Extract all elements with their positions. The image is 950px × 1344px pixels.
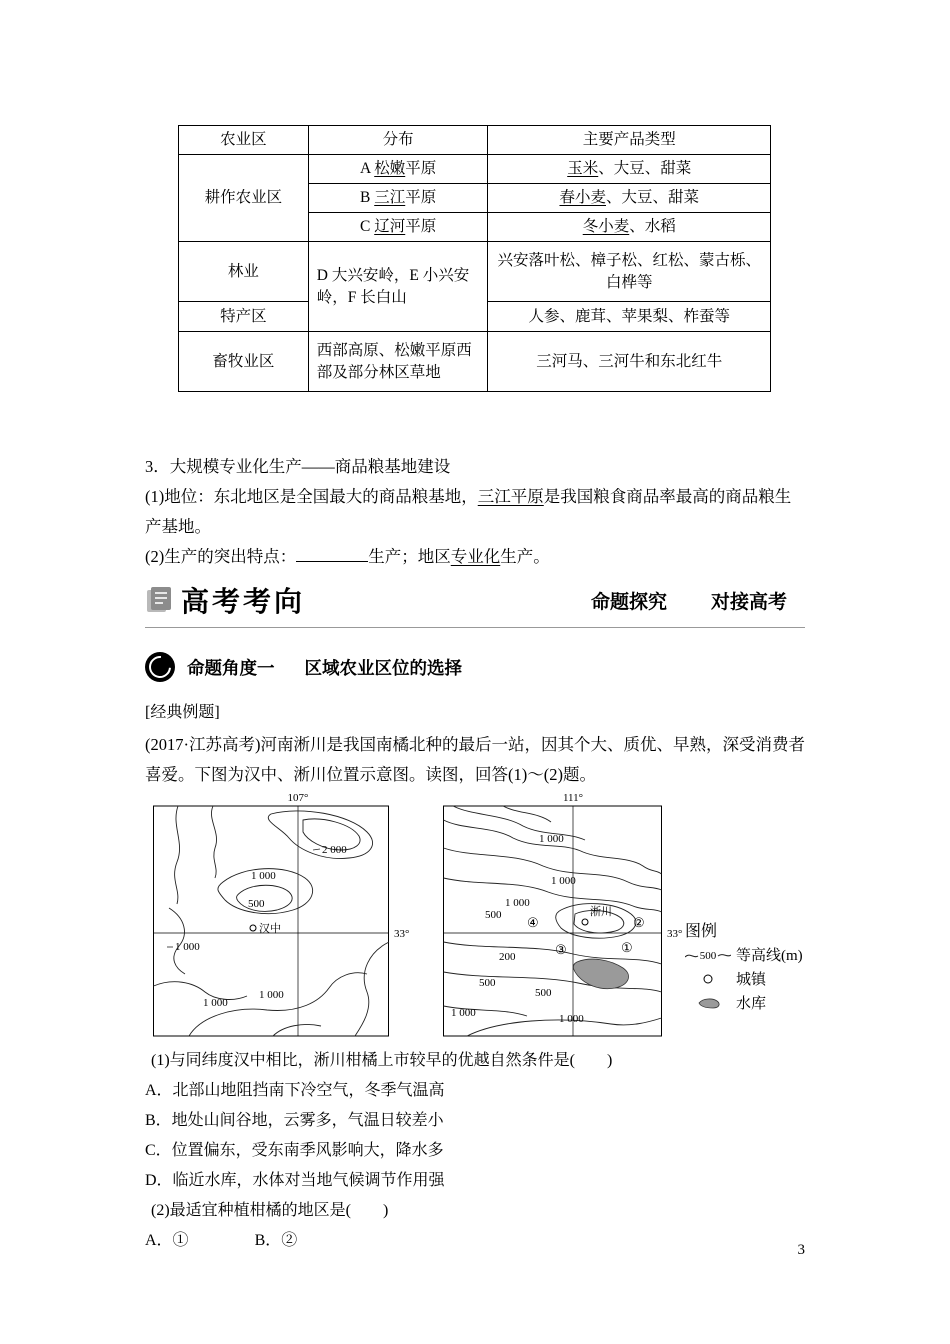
section-3: [145, 452, 805, 572]
cell-dist-forestry: D 大兴安岭，E 小兴安岭，F 长白山: [308, 242, 488, 332]
question-1: [145, 1046, 805, 1196]
latitude-label: 33°: [394, 928, 410, 940]
table-wrap: [178, 125, 805, 392]
elevation-label: 500: [248, 898, 265, 910]
xichuan-town-marker: [582, 919, 588, 925]
xichuan-label: 淅川: [590, 906, 612, 918]
p1-pre: (1)地位：东北地区是全国最大的商品粮基地，: [145, 487, 478, 506]
section-3-heading: 3．大规模专业化生产——商品粮基地建设: [145, 457, 451, 476]
elevation-label: 1 000: [251, 870, 276, 882]
question-2-stem: (2)最适宜种植柑橘的地区是( ): [151, 1202, 389, 1219]
cell-dist-husbandry: 西部高原、松嫩平原西部及部分林区草地: [308, 332, 488, 392]
leader-line: [313, 849, 320, 850]
prod-rest: 、大豆、甜菜: [598, 160, 692, 177]
p2-mid: 生产；地区: [368, 547, 451, 566]
legend-reservoir-label: 水库: [736, 996, 767, 1012]
table-row-husbandry: [179, 332, 771, 392]
dist-prefix: A: [360, 160, 375, 177]
longitude-label: 107°: [287, 792, 309, 804]
table-row-farming-1: [179, 155, 771, 184]
p2-post: 生产。: [500, 547, 550, 566]
question-1-option-b: B．地处山间谷地，云雾多，气温日较差小: [145, 1112, 444, 1129]
cell-zone-husbandry: 畜牧业区: [179, 332, 309, 392]
question-1-option-d: D．临近水库，水体对当地气候调节作用强: [145, 1172, 445, 1189]
exam-section-title: 高考考向: [181, 586, 306, 617]
hanzhong-label: 汉中: [259, 923, 281, 935]
cell-dist-songnen: [308, 155, 488, 184]
cell-prod-husbandry: 三河马、三河牛和东北红牛: [488, 332, 771, 392]
region-3-marker: ③: [555, 942, 567, 957]
example-intro: (2017·江苏高考)河南淅川是我国南橘北种的最后一站，因其个大、质优、早熟，深受消费者喜爱。下图为汉中、淅川位置示意图。读图，回答(1)～(2)题。: [145, 735, 805, 784]
cell-zone-farming: 耕作农业区: [179, 155, 309, 242]
legend-item-town: [685, 968, 803, 989]
region-4-marker: ④: [527, 915, 539, 930]
reservoir-symbol: [685, 995, 731, 1011]
question-2-option-b: B．②: [254, 1232, 298, 1249]
p1-post: 是我国粮食商品率最高的商品粮生产基地。: [145, 487, 792, 536]
map-legend: [685, 918, 803, 1016]
longitude-label: 111°: [562, 792, 584, 804]
classic-example-tag: [经典例题]: [145, 704, 220, 721]
page-number: 3: [797, 1242, 805, 1258]
region-1-marker: ①: [621, 940, 633, 955]
legend-item-contour: [685, 944, 803, 965]
elevation-label: 1 000: [539, 833, 564, 845]
legend-item-reservoir: [685, 992, 803, 1013]
elevation-label: 500: [479, 977, 496, 989]
contour-line-symbol: [685, 948, 731, 962]
elevation-label: 1 000: [451, 1007, 476, 1019]
cell-prod-songnen: [488, 155, 771, 184]
town-symbol: [685, 972, 731, 986]
section-3-paragraph-1: [145, 482, 805, 542]
cell-zone-forestry: 林业: [179, 242, 309, 302]
elevation-label: 200: [499, 951, 516, 963]
cell-dist-liaohe: [308, 213, 488, 242]
angle-number: 命题角度一: [187, 657, 275, 678]
xichuan-contour-map: [443, 790, 693, 1042]
exam-section-subtitles: [591, 587, 787, 614]
agriculture-table: [178, 125, 771, 392]
legend-town-label: 城镇: [736, 972, 767, 988]
reservoir-area: [573, 959, 628, 989]
hanzhong-contour-map: [153, 790, 415, 1042]
header-distribution: 分布: [308, 126, 488, 155]
cell-prod-liaohe: [488, 213, 771, 242]
dist-prefix: C: [360, 218, 375, 235]
cell-prod-forestry: 兴安落叶松、樟子松、红松、蒙古栎、白桦等: [488, 242, 771, 302]
elevation-label: 2 000: [322, 844, 347, 856]
elevation-label: 500: [535, 987, 552, 999]
legend-contour-value: 500: [699, 949, 717, 962]
exam-section-icon: [145, 586, 173, 614]
cell-prod-sanjiang: [488, 184, 771, 213]
map-border: [154, 806, 389, 1036]
dist-rest: 平原: [405, 218, 437, 235]
elevation-label: 1 000: [551, 875, 576, 887]
section-3-paragraph-2: [145, 542, 805, 572]
header-products: 主要产品类型: [488, 126, 771, 155]
prod-underlined: 春小麦: [559, 189, 606, 206]
elevation-label: 500: [485, 909, 502, 921]
table-header-row: [179, 126, 771, 155]
cell-zone-special: 特产区: [179, 302, 309, 332]
prod-rest: 、水稻: [629, 218, 676, 235]
dist-underlined: 三江: [374, 189, 406, 206]
elevation-label: 1 000: [175, 941, 200, 953]
subtitle-duijie-gaokao: 对接高考: [710, 591, 787, 613]
header-zone: 农业区: [179, 126, 309, 155]
dist-rest: 平原: [405, 160, 437, 177]
angle-row: [145, 652, 805, 682]
maps-row: [145, 790, 805, 1046]
dist-underlined: 松嫩: [374, 160, 406, 177]
contour-lines: [154, 806, 390, 1036]
answer-blank: [296, 548, 368, 562]
question-1-stem: (1)与同纬度汉中相比，淅川柑橘上市较早的优越自然条件是( ): [151, 1052, 613, 1069]
question-2: [145, 1196, 805, 1256]
dist-prefix: B: [360, 189, 375, 206]
question-1-option-c: C．位置偏东，受东南季风影响大，降水多: [145, 1142, 444, 1159]
angle-title: 区域农业区位的选择: [304, 657, 462, 678]
dist-rest: 平原: [405, 189, 437, 206]
hanzhong-town-marker: [250, 925, 256, 931]
p2-underlined: 专业化: [450, 547, 501, 566]
prod-rest: 、大豆、甜菜: [605, 189, 699, 206]
question-2-options: [145, 1226, 805, 1256]
prod-underlined: 冬小麦: [582, 218, 630, 235]
legend-contour-label: 等高线(m): [736, 948, 803, 964]
legend-title: 图例: [685, 923, 718, 940]
elevation-label: 1 000: [559, 1013, 584, 1025]
question-1-option-a: A．北部山地阻挡南下冷空气，冬季气温高: [145, 1082, 445, 1099]
table-row-forestry: [179, 242, 771, 302]
exam-section-header: [145, 580, 805, 628]
elevation-label: 1 000: [259, 989, 284, 1001]
elevation-label: 1 000: [203, 997, 228, 1009]
p2-pre: (2)生产的突出特点：: [145, 547, 297, 566]
elevation-label: 1 000: [505, 897, 530, 909]
angle-bullet-icon: [145, 652, 175, 682]
p1-underlined: 三江平原: [477, 487, 544, 506]
subtitle-mingti-tanjiu: 命题探究: [590, 591, 667, 613]
cell-prod-special: 人参、鹿茸、苹果梨、柞蚕等: [488, 302, 771, 332]
prod-underlined: 玉米: [567, 160, 599, 177]
latitude-label: 33°: [667, 928, 683, 940]
region-2-marker: ②: [633, 915, 645, 930]
cell-dist-sanjiang: [308, 184, 488, 213]
dist-underlined: 辽河: [374, 218, 406, 235]
question-2-option-a: A．①: [145, 1232, 189, 1249]
